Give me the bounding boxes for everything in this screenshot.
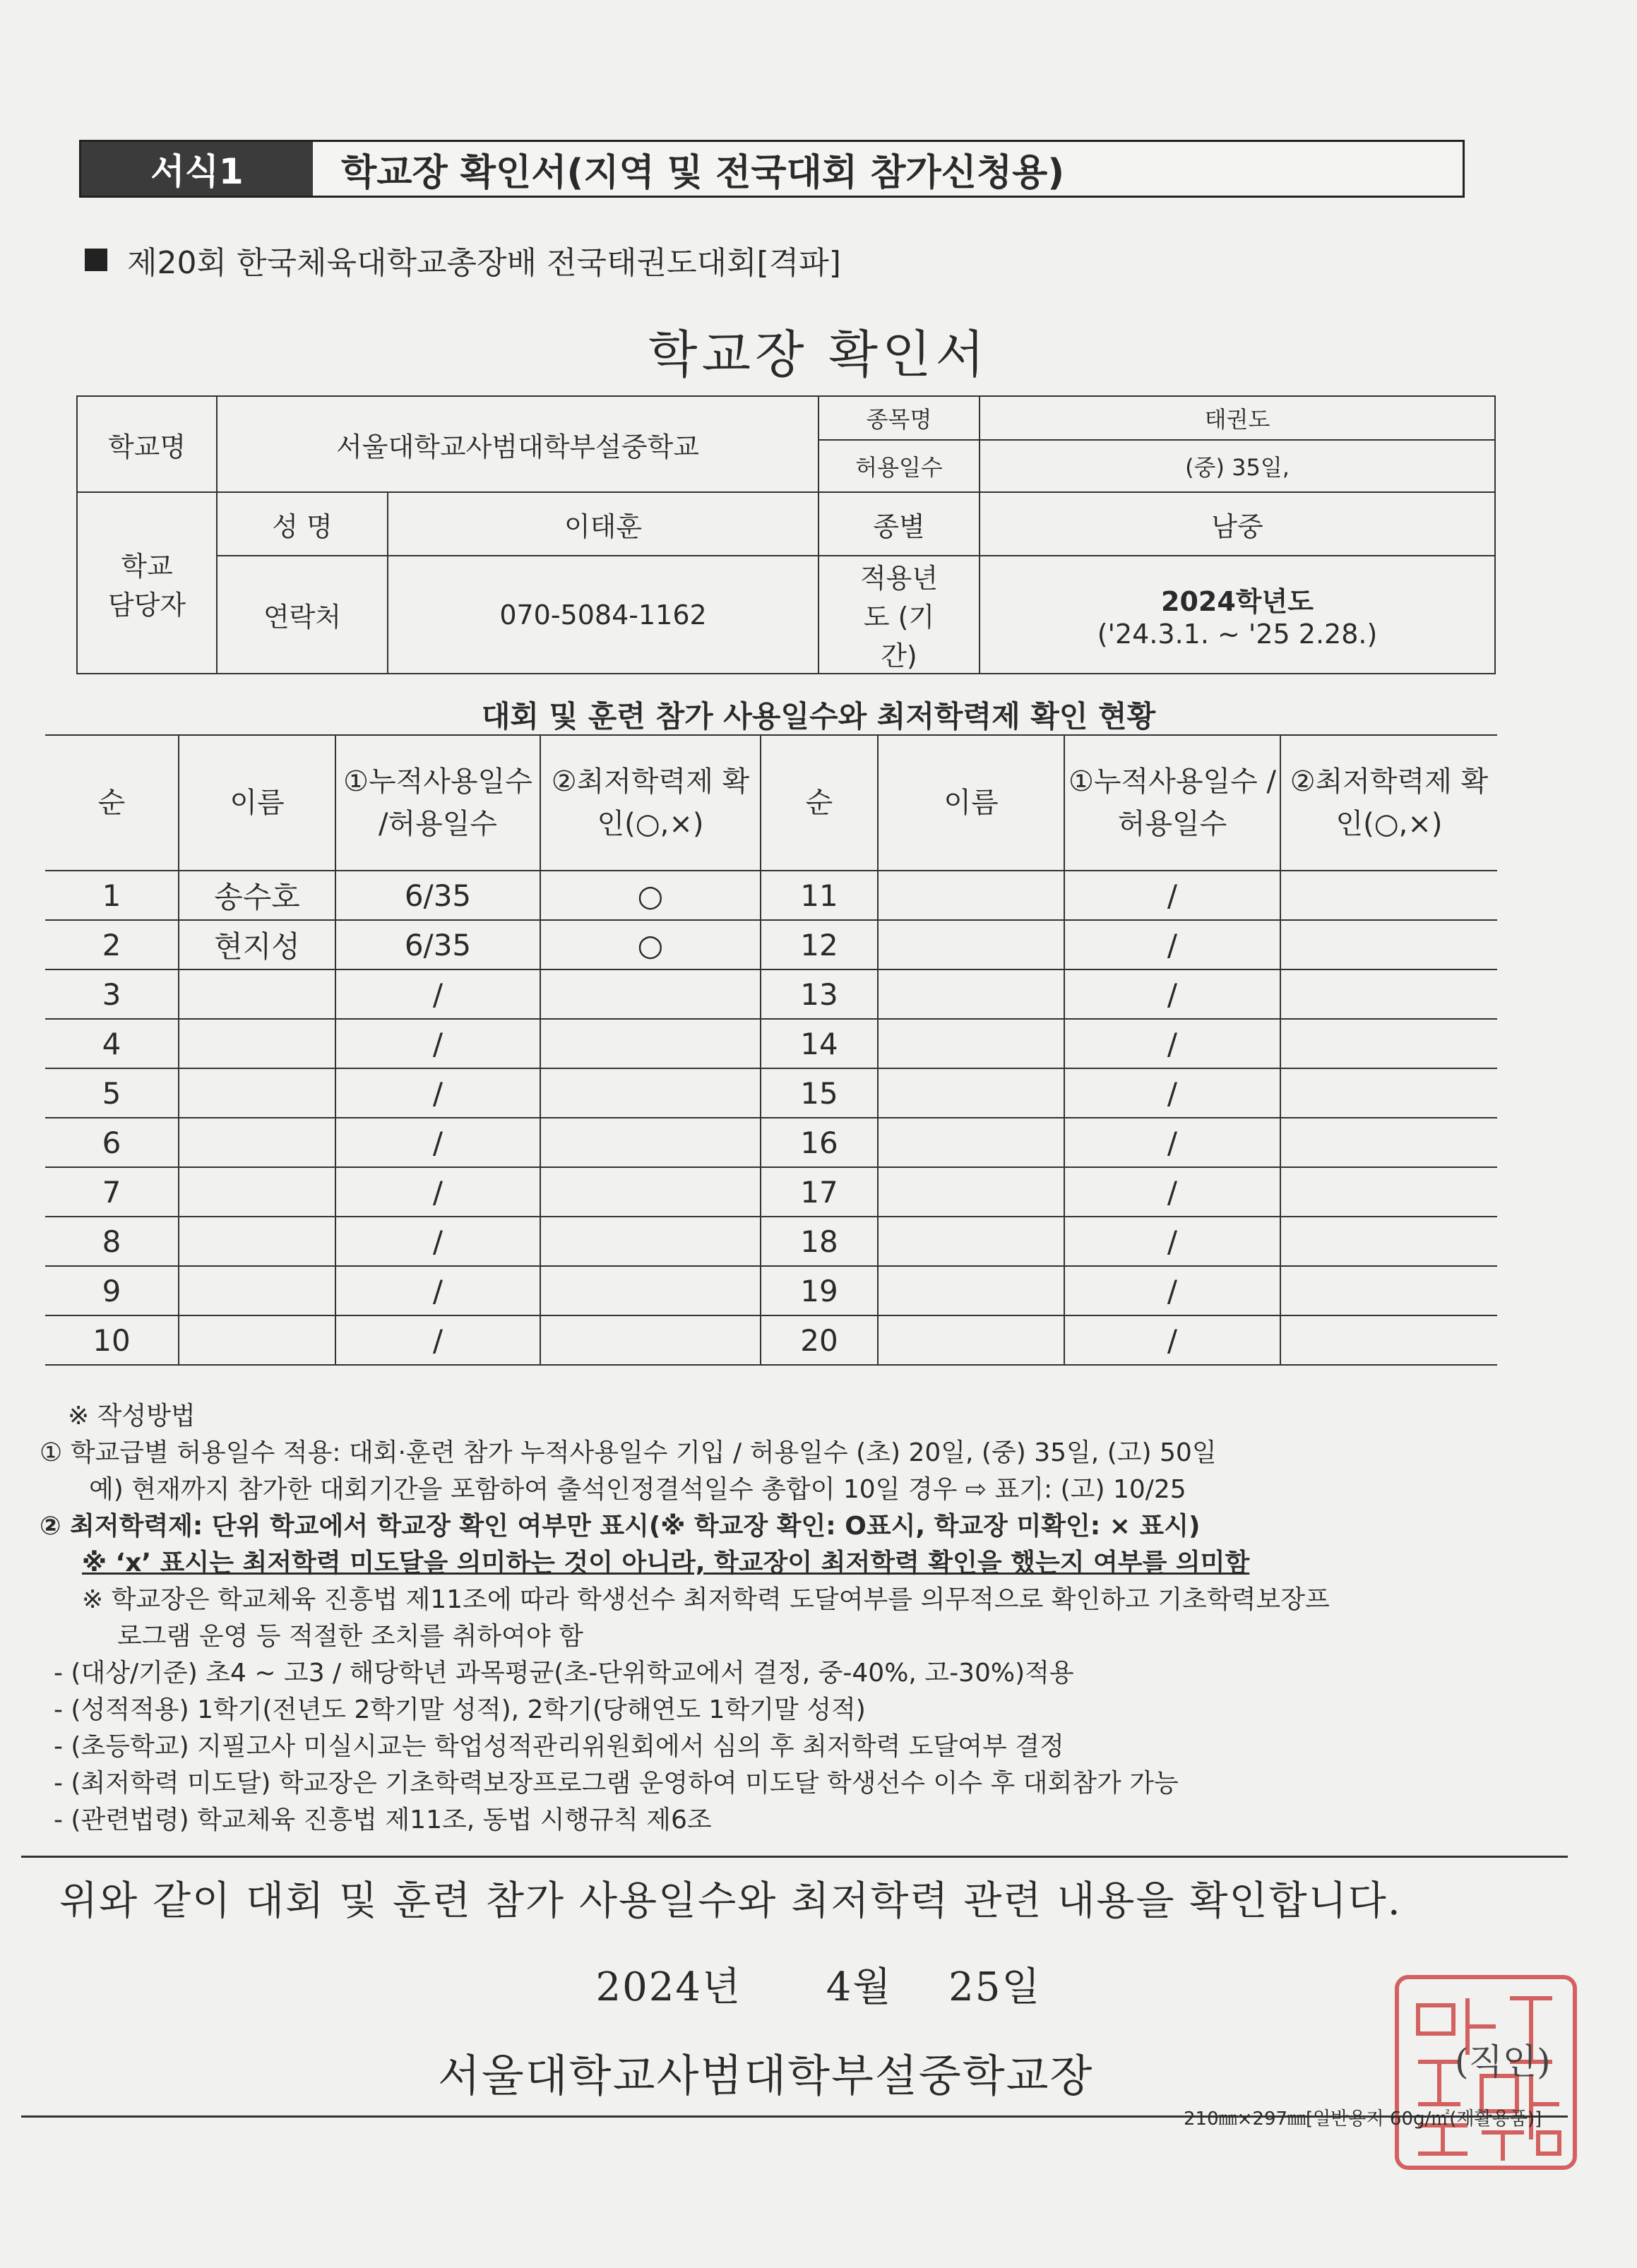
category-label: 종별: [818, 492, 980, 556]
cell-check: ○: [540, 871, 761, 920]
cell-days-2: /: [1064, 969, 1280, 1019]
cell-no-2: 11: [761, 871, 878, 920]
col-no: 순: [45, 735, 179, 871]
table-row: [45, 1019, 1497, 1068]
note-2-a: ※ ‘x’ 표시는 최저학력 미도달을 의미하는 것이 아니라, 학교장이 최저학력 확인을 했는지 여부를 의미함: [82, 1548, 1250, 1577]
school-name-label: 학교명: [77, 396, 217, 492]
col-check: ②최저학력제 확인(○,×): [540, 735, 761, 871]
cell-days-2: /: [1064, 1167, 1280, 1217]
cell-check: [540, 1315, 761, 1365]
cell-check: [540, 1217, 761, 1266]
cell-days: /: [335, 1315, 540, 1365]
cell-name: [179, 1167, 335, 1217]
col-days: ①누적사용일수 /허용일수: [335, 735, 540, 871]
square-bullet-icon: [85, 249, 107, 271]
period-value: ('24.3.1. ~ '25 2.28.): [1097, 619, 1378, 650]
cell-check: [540, 969, 761, 1019]
col-name: 이름: [179, 735, 335, 871]
table-row: [45, 1167, 1497, 1217]
cell-no-2: 19: [761, 1266, 878, 1315]
cell-check-2: [1280, 1315, 1497, 1365]
cell-name: [179, 1019, 335, 1068]
divider: [21, 1856, 1568, 1858]
year-label: 적용년도 (기간): [818, 556, 980, 674]
usage-table: [45, 734, 1497, 1366]
cell-name-2: [878, 871, 1064, 920]
cell-days: /: [335, 1019, 540, 1068]
person-name-label: 성 명: [217, 492, 388, 556]
cell-name-2: [878, 969, 1064, 1019]
col-check-2: ②최저학력제 확인(○,×): [1280, 735, 1497, 871]
usage-table-title: 대회 및 훈련 참가 사용일수와 최저학력제 확인 현황: [481, 699, 1156, 734]
category-value: 남중: [980, 492, 1495, 556]
date-year: 2024년: [595, 1964, 742, 2010]
cell-days: /: [335, 1118, 540, 1167]
cell-no-2: 16: [761, 1118, 878, 1167]
cell-no-2: 15: [761, 1068, 878, 1118]
cell-days: /: [335, 1068, 540, 1118]
cell-name-2: [878, 1217, 1064, 1266]
sport-value: 태권도: [980, 396, 1495, 440]
cell-no: 1: [45, 871, 179, 920]
table-row: [45, 1266, 1497, 1315]
contact-label: 연락처: [217, 556, 388, 674]
cell-check: [540, 1167, 761, 1217]
detail-3: - (초등학교) 지필고사 미실시교는 학업성적관리위원회에서 심의 후 최저학력 도달여부 결정: [54, 1732, 1064, 1761]
cell-name-2: [878, 920, 1064, 969]
cell-check-2: [1280, 969, 1497, 1019]
contact-value: 070-5084-1162: [388, 556, 818, 674]
cell-no-2: 20: [761, 1315, 878, 1365]
allowed-days-value: (중) 35일,: [980, 440, 1495, 492]
cell-name-2: [878, 1167, 1064, 1217]
cell-no: 6: [45, 1118, 179, 1167]
form-number-tag: 서식1: [81, 142, 313, 196]
table-row: [45, 1315, 1497, 1365]
year-cell: [980, 556, 1495, 674]
notes-heading: ※ 작성방법: [68, 1402, 196, 1431]
detail-2: - (성적적용) 1학기(전년도 2학기말 성적), 2학기(당해연도 1학기말 성적): [54, 1695, 866, 1724]
year-value: 2024학년도: [1161, 586, 1314, 617]
note-2-b-cont: 로그램 운영 등 적절한 조치를 취하여야 함: [117, 1622, 583, 1651]
cell-days-2: /: [1064, 1315, 1280, 1365]
cell-name: [179, 1315, 335, 1365]
manager-label: 학교 담당자: [77, 492, 217, 674]
cell-days-2: /: [1064, 1118, 1280, 1167]
detail-4: - (최저학력 미도달) 학교장은 기초학력보장프로그램 운영하여 미도달 학생선수 이수 후 대회참가 가능: [54, 1769, 1179, 1798]
col-name-2: 이름: [878, 735, 1064, 871]
cell-check: [540, 1068, 761, 1118]
date-day: 25일: [948, 1964, 1042, 2010]
cell-no: 5: [45, 1068, 179, 1118]
table-row: [45, 1217, 1497, 1266]
cell-check: [540, 1266, 761, 1315]
cell-days-2: /: [1064, 1217, 1280, 1266]
cell-days-2: /: [1064, 871, 1280, 920]
cell-days: /: [335, 1167, 540, 1217]
cell-no: 8: [45, 1217, 179, 1266]
cell-name-2: [878, 1266, 1064, 1315]
allowed-days-label: 허용일수: [818, 440, 980, 492]
note-1: ① 학교급별 허용일수 적용: 대회·훈련 참가 누적사용일수 기입 / 허용일수 (초) 20일, (중) 35일, (고) 50일: [40, 1438, 1217, 1467]
cell-days-2: /: [1064, 1068, 1280, 1118]
cell-no: 2: [45, 920, 179, 969]
cell-no-2: 18: [761, 1217, 878, 1266]
table-row: [45, 920, 1497, 969]
cell-check-2: [1280, 1118, 1497, 1167]
form-header-title: 학교장 확인서(지역 및 전국대회 참가신청용): [341, 151, 1065, 194]
person-name-value: 이태훈: [388, 492, 818, 556]
detail-5: - (관련법령) 학교체육 진흥법 제11조, 동법 시행규칙 제6조: [54, 1806, 712, 1834]
detail-1: - (대상/기준) 초4 ~ 고3 / 해당학년 과목평균(초-단위학교에서 결정, 중-40%, 고-30%)적용: [54, 1659, 1074, 1688]
note-2: ② 최저학력제: 단위 학교에서 학교장 확인 여부만 표시(※ 학교장 확인: O표시, 학교장 미확인: × 표시): [40, 1512, 1201, 1541]
table-row: [45, 969, 1497, 1019]
paper-size-note: 210㎜×297㎜[일반용지 60g/㎡(재활용품)]: [1184, 2108, 1542, 2130]
principal-title: 서울대학교사범대학부설중학교장: [438, 2050, 1094, 2101]
cell-no-2: 17: [761, 1167, 878, 1217]
table-row: [45, 871, 1497, 920]
cell-no: 10: [45, 1315, 179, 1365]
cell-no: 4: [45, 1019, 179, 1068]
cell-name: [179, 1266, 335, 1315]
cell-name-2: [878, 1019, 1064, 1068]
note-2-b: ※ 학교장은 학교체육 진흥법 제11조에 따라 학생선수 최저학력 도달여부를 의무적으로 확인하고 기초학력보장프: [82, 1585, 1330, 1614]
cell-check-2: [1280, 1167, 1497, 1217]
cell-name-2: [878, 1315, 1064, 1365]
event-line: [85, 237, 841, 282]
cell-check-2: [1280, 1217, 1497, 1266]
cell-days-2: /: [1064, 1266, 1280, 1315]
cell-name: 현지성: [179, 920, 335, 969]
cell-name-2: [878, 1118, 1064, 1167]
cell-check-2: [1280, 1068, 1497, 1118]
table-row: [45, 1118, 1497, 1167]
cell-name: [179, 969, 335, 1019]
cell-name-2: [878, 1068, 1064, 1118]
cell-check-2: [1280, 1019, 1497, 1068]
cell-check: ○: [540, 920, 761, 969]
form-header: [79, 140, 1465, 198]
cell-days: 6/35: [335, 871, 540, 920]
cell-days: /: [335, 1266, 540, 1315]
confirmation-statement: 위와 같이 대회 및 훈련 참가 사용일수와 최저학력 관련 내용을 확인합니다.: [59, 1878, 1402, 1924]
cell-days: /: [335, 1217, 540, 1266]
cell-name: 송수호: [179, 871, 335, 920]
sport-label: 종목명: [818, 396, 980, 440]
event-name: 제20회 한국체육대학교총장배 전국태권도대회[격파]: [127, 245, 841, 281]
cell-days-2: /: [1064, 920, 1280, 969]
table-row: [45, 1068, 1497, 1118]
cell-no: 7: [45, 1167, 179, 1217]
cell-days: 6/35: [335, 920, 540, 969]
cell-check: [540, 1019, 761, 1068]
cell-check: [540, 1118, 761, 1167]
cell-name: [179, 1118, 335, 1167]
cell-days-2: /: [1064, 1019, 1280, 1068]
cell-check-2: [1280, 871, 1497, 920]
cell-days: /: [335, 969, 540, 1019]
cell-name: [179, 1217, 335, 1266]
col-days-2: ①누적사용일수 /허용일수: [1064, 735, 1280, 871]
seal-label: (직인): [1455, 2041, 1551, 2082]
cell-check-2: [1280, 1266, 1497, 1315]
document-title: 학교장 확인서: [648, 325, 989, 384]
cell-no: 9: [45, 1266, 179, 1315]
cell-no-2: 13: [761, 969, 878, 1019]
cell-no: 3: [45, 969, 179, 1019]
cell-name: [179, 1068, 335, 1118]
cell-check-2: [1280, 920, 1497, 969]
col-no-2: 순: [761, 735, 878, 871]
school-info-table: [76, 395, 1496, 674]
writing-instructions: [40, 1398, 1593, 1839]
date-month: 4월: [826, 1964, 893, 2010]
school-name-value: 서울대학교사범대학부설중학교: [217, 396, 818, 492]
cell-no-2: 12: [761, 920, 878, 969]
note-1-example: 예) 현재까지 참가한 대회기간을 포함하여 출석인정결석일수 총합이 10일 경우 ⇨ 표기: (고) 10/25: [89, 1475, 1186, 1504]
cell-no-2: 14: [761, 1019, 878, 1068]
